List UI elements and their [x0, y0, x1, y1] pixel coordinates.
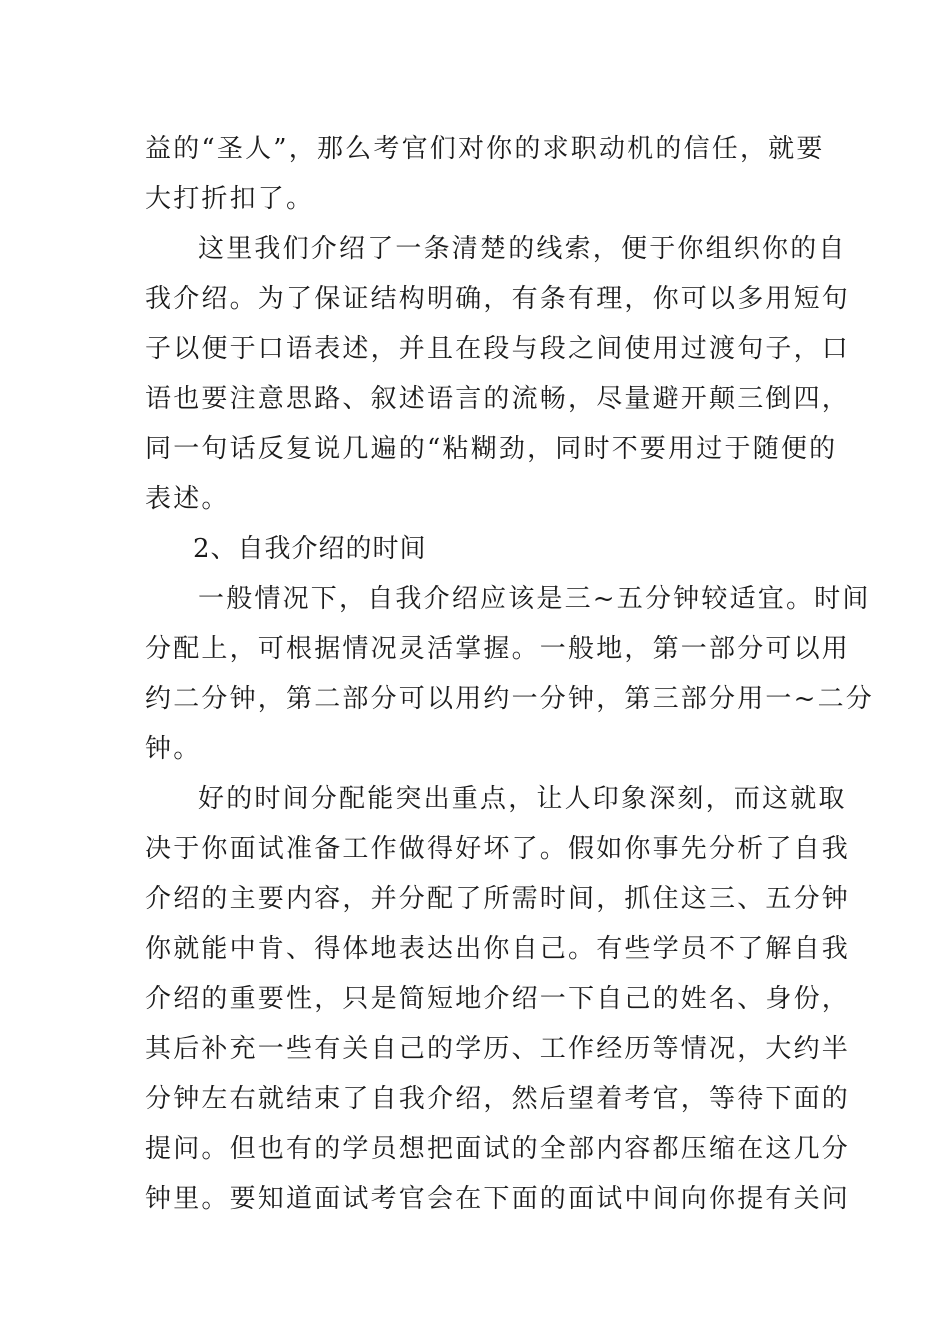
text-line: 表述。 — [145, 484, 230, 514]
text-line: 子以便于口语表述，并且在段与段之间使用过渡句子，口 — [145, 334, 851, 364]
paragraph-first-line: 好的时间分配能突出重点，让人印象深刻，而这就取 — [198, 784, 847, 814]
text-line: 益的“圣人”，那么考官们对你的求职动机的信任，就要 — [145, 134, 825, 164]
text-line: 分钟左右就结束了自我介绍，然后望着考官，等待下面的 — [145, 1084, 851, 1114]
text-line: 钟。 — [145, 734, 202, 764]
text-line: 我介绍。为了保证结构明确，有条有理，你可以多用短句 — [145, 284, 851, 314]
text-line: 其后补充一些有关自己的学历、工作经历等情况，大约半 — [145, 1034, 851, 1064]
text-line: 大打折扣了。 — [145, 184, 315, 214]
paragraph-first-line: 这里我们介绍了一条清楚的线索，便于你组织你的自 — [198, 234, 847, 264]
text-line: 决于你面试准备工作做得好坏了。假如你事先分析了自我 — [145, 834, 851, 864]
text-line: 提问。但也有的学员想把面试的全部内容都压缩在这几分 — [145, 1134, 851, 1164]
section-heading: 2、自我介绍的时间 — [193, 534, 427, 564]
text-line: 同一句话反复说几遍的“粘糊劲，同时不要用过于随便的 — [145, 434, 838, 464]
text-line: 钟里。要知道面试考官会在下面的面试中间向你提有关问 — [145, 1184, 851, 1214]
text-line: 介绍的主要内容，并分配了所需时间，抓住这三、五分钟 — [145, 884, 851, 914]
text-line: 语也要注意思路、叙述语言的流畅，尽量避开颠三倒四， — [145, 384, 851, 414]
text-line: 分配上，可根据情况灵活掌握。一般地，第一部分可以用 — [145, 634, 851, 664]
text-line: 介绍的重要性，只是简短地介绍一下自己的姓名、身份， — [145, 984, 851, 1014]
paragraph-first-line: 一般情况下，自我介绍应该是三~五分钟较适宜。时间 — [198, 584, 871, 614]
text-line: 你就能中肯、得体地表达出你自己。有些学员不了解自我 — [145, 934, 851, 964]
text-line: 约二分钟，第二部分可以用约一分钟，第三部分用一~二分 — [145, 684, 874, 714]
